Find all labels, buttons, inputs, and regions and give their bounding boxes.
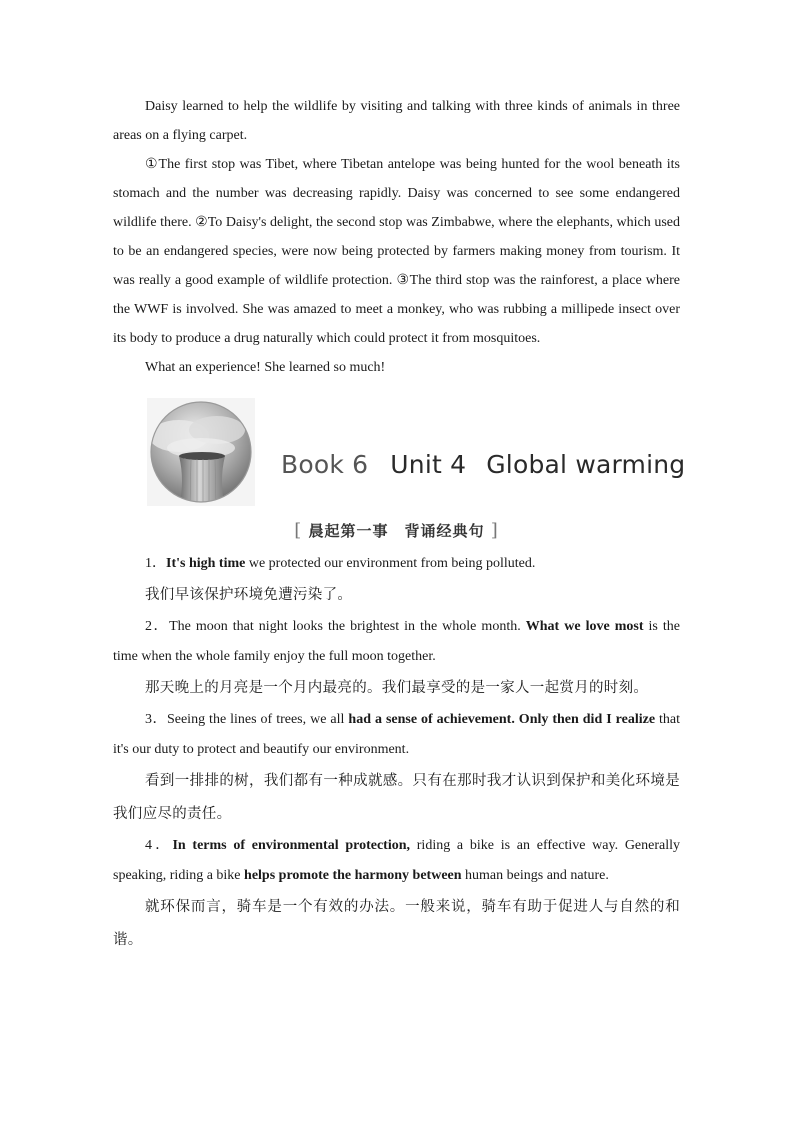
page-content (113, 92, 686, 957)
sentence-text: The moon that night looks the brightest in the whole month. (169, 619, 526, 634)
sentence-english (113, 831, 680, 891)
sentence-number: 3． (145, 712, 167, 727)
key-phrase: had a sense of achievement. Only then did I realize (348, 712, 656, 727)
sentence-chinese: 那天晚上的月亮是一个月内最亮的。我们最享受的是一家人一起赏月的时刻。 (145, 680, 649, 696)
section-label-text: 晨起第一事 背诵经典句 (308, 522, 485, 540)
key-phrase: What we love most (525, 619, 644, 634)
sentence-number: 2． (145, 619, 170, 634)
classic-sentences-list (113, 549, 680, 957)
bracket-left: [ (294, 520, 303, 541)
sentence-text: Seeing the lines of trees, we all (166, 712, 349, 727)
sentence-number: 1． (145, 556, 166, 571)
sentence-chinese: 看到一排排的树，我们都有一种成就感。只有在那时我才认识到保护和美化环境是我们应尽的责任。 (113, 773, 680, 822)
cooling-tower-image (145, 396, 257, 508)
sentence-number: 4． (145, 838, 173, 853)
unit-topic: Global warming (486, 450, 686, 479)
unit-label: Unit 4 (390, 450, 467, 479)
sentence-english (113, 705, 680, 765)
sentence-text: is the time when the whole family enjoy the full moon together. (113, 619, 681, 664)
sentence-english (113, 612, 680, 672)
intro-paragraph-3: What an experience! She learned so much! (145, 360, 386, 375)
section-label (113, 520, 680, 541)
key-phrase: In terms of environmental protection, (172, 838, 411, 853)
key-phrase: It's high time (166, 556, 246, 571)
bracket-right: ] (490, 520, 499, 541)
book-label: Book 6 (281, 450, 369, 479)
sentence-chinese: 我们早该保护环境免遭污染了。 (145, 587, 353, 603)
unit-header (113, 388, 686, 516)
sentence-text: that it's our duty to protect and beautify our environment. (113, 712, 681, 757)
unit-title (281, 450, 685, 479)
key-phrase: helps promote the harmony between (244, 868, 462, 883)
sentence-text: we protected our environment from being polluted. (245, 556, 536, 571)
intro-paragraph-1: Daisy learned to help the wildlife by visiting and talking with three kinds of animals in three areas on a flying carpet. (113, 99, 680, 143)
sentence-english (113, 549, 680, 579)
sentence-text: human beings and nature. (461, 868, 609, 883)
sentence-chinese: 就环保而言，骑车是一个有效的办法。一般来说，骑车有助于促进人与自然的和谐。 (113, 899, 680, 948)
sentence-text: riding a bike is an effective way. Generally speaking, riding a bike (113, 838, 681, 883)
intro-paragraph-2: ①The first stop was Tibet, where Tibetan antelope was being hunted for the wool beneath its stomach and the number was decreasing rapidly. Daisy was concerned to see some endangered wildlife there. ②To Daisy's delight, the second stop was Zimbabwe, where the elephants, which used to be an endangered species, were now being protected by farmers making money from tourism. It was really a good example of wildlife protection. ③The third stop was the rainforest, a place where the WWF is involved. She was amazed to meet a monkey, who was rubbing a millipede insect over its body to produce a drug naturally which could protect it from mosquitoes. (113, 157, 680, 346)
